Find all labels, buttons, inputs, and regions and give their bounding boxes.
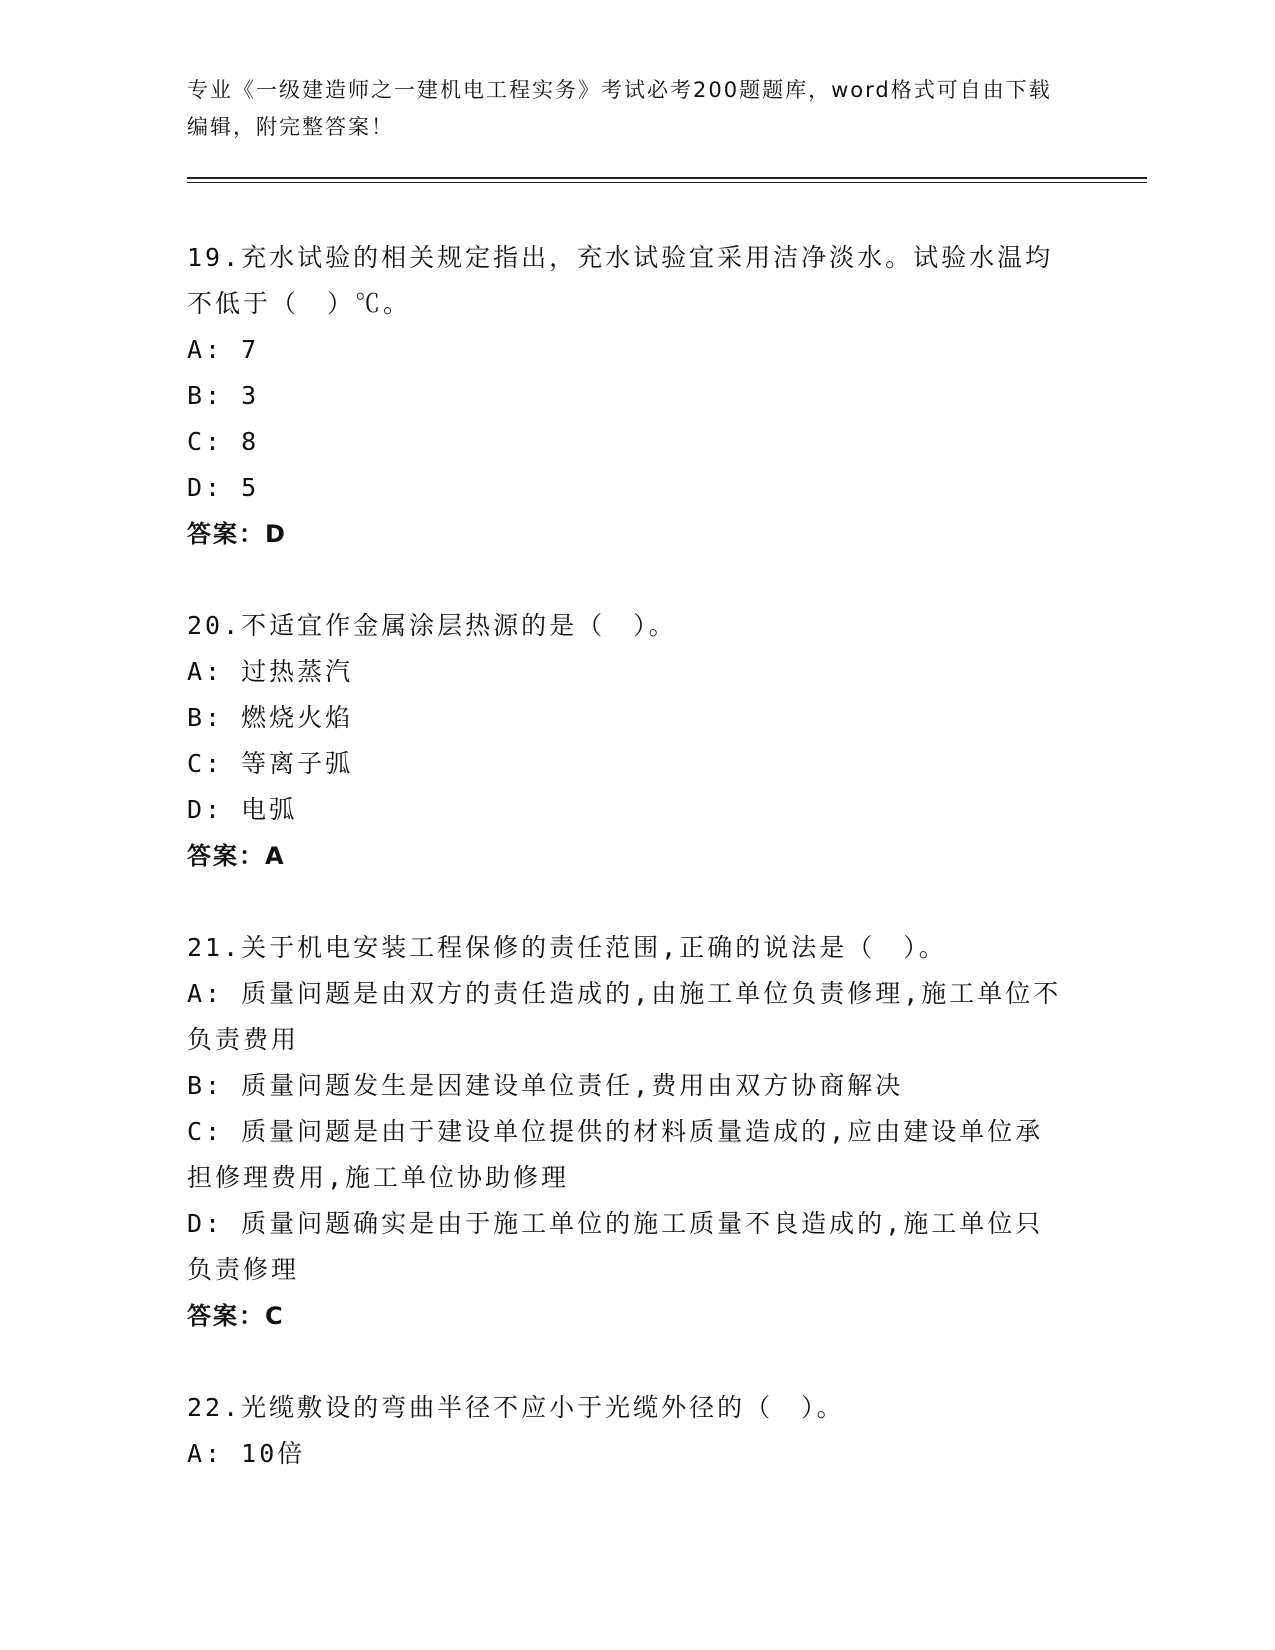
option-a: A: 过热蒸汽 [187,657,354,686]
answer: 答案：A [187,842,286,870]
question-20 [187,603,1067,879]
option-d: D: 5 [187,473,260,502]
question-19 [187,235,1067,557]
question-stem: 19.充水试验的相关规定指出，充水试验宜采用洁净淡水。试验水温均不低于（ ）℃。 [187,243,1054,318]
answer: 答案：C [187,1302,285,1330]
question-stem: 22.光缆敷设的弯曲半径不应小于光缆外径的（ ）。 [187,1393,845,1422]
document-header: 专业《一级建造师之一建机电工程实务》考试必考200题题库，word格式可自由下载编辑，附完整答案！ [187,78,1052,139]
document-page [187,72,1147,1477]
option-a: A: 7 [187,335,260,364]
option-c: C: 8 [187,427,260,456]
option-b: B: 质量问题发生是因建设单位责任,费用由双方协商解决 [187,1071,904,1100]
option-b: B: 燃烧火焰 [187,703,354,732]
answer: 答案：D [187,520,287,548]
option-a: A: 10倍 [187,1439,306,1468]
option-c: C: 等离子弧 [187,749,354,778]
question-stem: 21.关于机电安装工程保修的责任范围,正确的说法是（ ）。 [187,933,947,962]
option-c: C: 质量问题是由于建设单位提供的材料质量造成的,应由建设单位承担修理费用,施工单位协助修理 [187,1117,1044,1192]
question-21 [187,925,1067,1339]
option-d: D: 电弧 [187,795,298,824]
header-divider [187,177,1147,183]
question-22 [187,1385,1067,1477]
option-d: D: 质量问题确实是由于施工单位的施工质量不良造成的,施工单位只负责修理 [187,1209,1044,1284]
question-stem: 20.不适宜作金属涂层热源的是（ ）。 [187,611,677,640]
option-a: A: 质量问题是由双方的责任造成的,由施工单位负责修理,施工单位不负责费用 [187,979,1062,1054]
option-b: B: 3 [187,381,260,410]
